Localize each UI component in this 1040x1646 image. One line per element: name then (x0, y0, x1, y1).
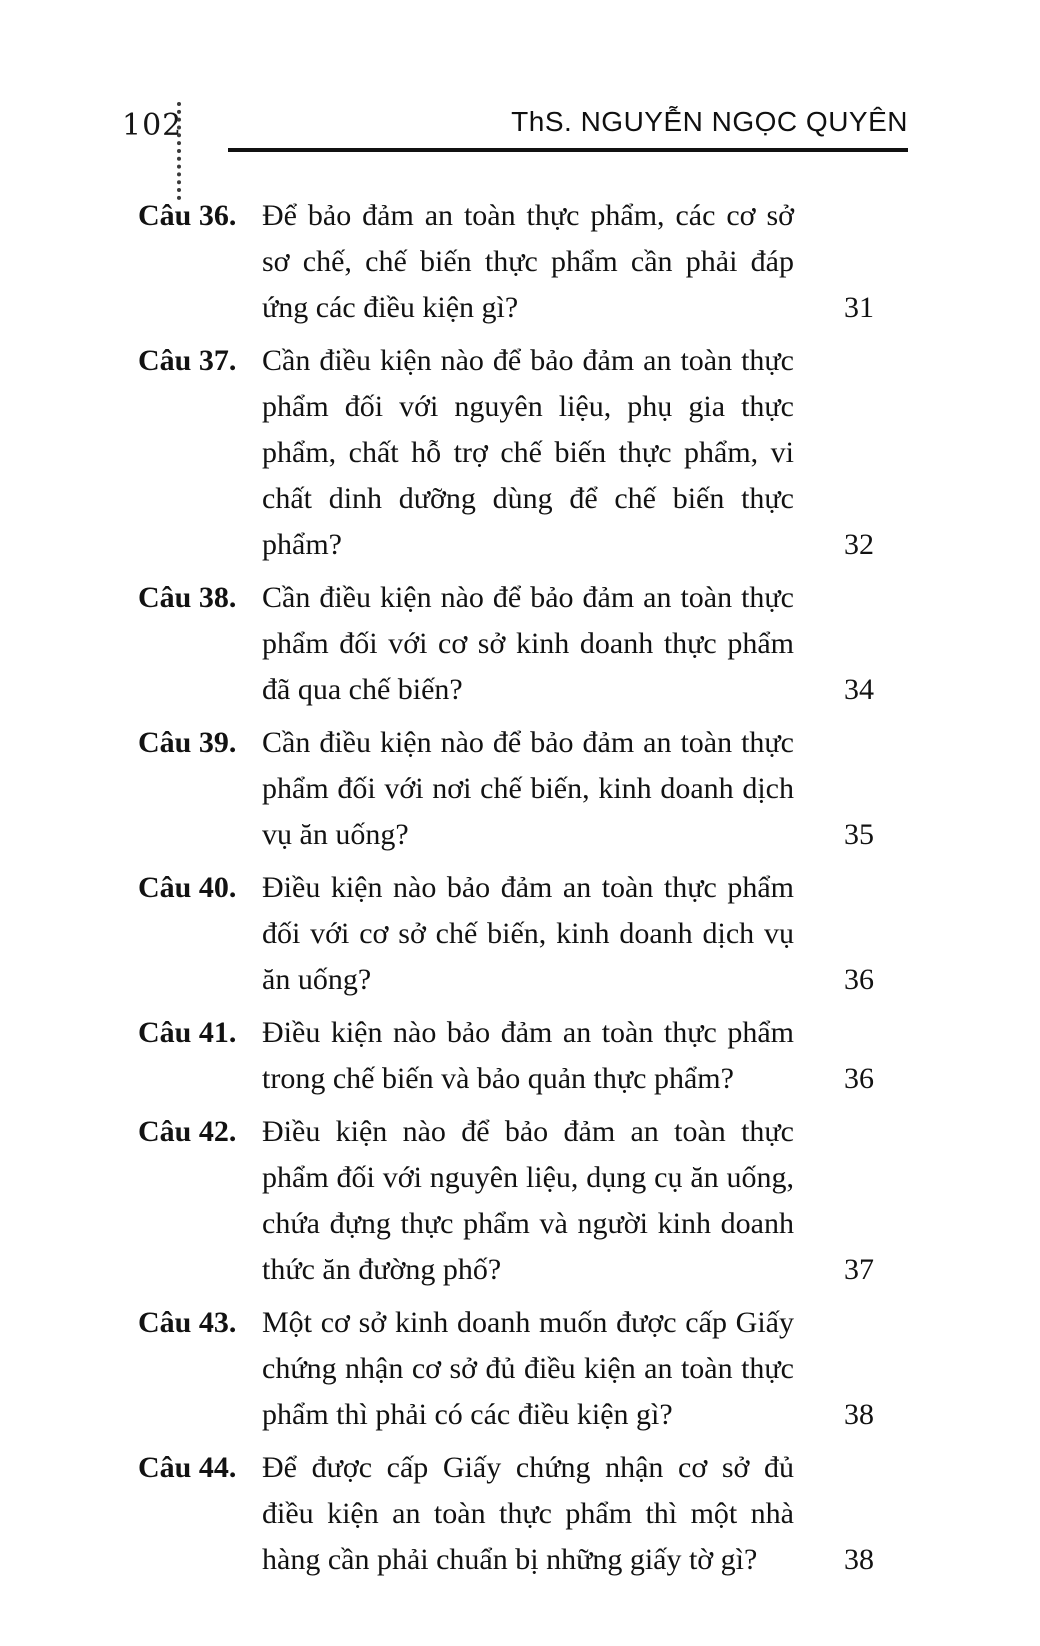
toc-entry-page: 36 (844, 1062, 874, 1095)
toc-entry (138, 1109, 874, 1293)
toc-entry-text: Điều kiện nào để bảo đảm an toàn thực phẩm đối với nguyên liệu, dụng cụ ăn uống, chứa đựng thực phẩm và người kinh doanh thức ăn đường phố? (262, 1115, 794, 1286)
toc-entry-text: Điều kiện nào bảo đảm an toàn thực phẩm trong chế biến và bảo quản thực phẩm? (262, 1016, 794, 1095)
toc-entry-text: Cần điều kiện nào để bảo đảm an toàn thực phẩm đối với nơi chế biến, kinh doanh dịch vụ ăn uống? (262, 726, 794, 851)
toc-entry-text: Để được cấp Giấy chứng nhận cơ sở đủ điều kiện an toàn thực phẩm thì một nhà hàng cần phải chuẩn bị những giấy tờ gì? (262, 1451, 794, 1576)
toc-entry (138, 1300, 874, 1438)
toc-entry-label: Câu 43. (138, 1306, 237, 1339)
toc-entry (138, 193, 874, 331)
toc-entry (138, 1445, 874, 1583)
toc-entry-label: Câu 44. (138, 1451, 237, 1484)
toc-entry (138, 865, 874, 1003)
toc-entry-text: Điều kiện nào bảo đảm an toàn thực phẩm đối với cơ sở chế biến, kinh doanh dịch vụ ăn uống? (262, 871, 794, 996)
toc-entry-page: 36 (844, 963, 874, 996)
toc-list (138, 193, 874, 1590)
toc-entry-page: 34 (844, 673, 874, 706)
toc-entry-page: 38 (844, 1543, 874, 1576)
toc-entry-label: Câu 36. (138, 199, 237, 232)
toc-entry-text: Cần điều kiện nào để bảo đảm an toàn thực phẩm đối với cơ sở kinh doanh thực phẩm đã qua chế biến? (262, 581, 794, 706)
running-head-author: ThS. NGUYỄN NGỌC QUYÊN (511, 106, 908, 137)
toc-entry-label: Câu 38. (138, 581, 237, 614)
toc-entry-text: Cần điều kiện nào để bảo đảm an toàn thực phẩm đối với nguyên liệu, phụ gia thực phẩm, chất hỗ trợ chế biến thực phẩm, vi chất dinh dưỡng dùng để chế biến thực phẩm? (262, 344, 794, 561)
toc-entry-page: 31 (844, 291, 874, 324)
toc-entry (138, 338, 874, 568)
folio-page-number: 102 (122, 108, 183, 143)
toc-entry (138, 575, 874, 713)
toc-entry-label: Câu 37. (138, 344, 237, 377)
toc-entry-text: Để bảo đảm an toàn thực phẩm, các cơ sở sơ chế, chế biến thực phẩm cần phải đáp ứng các điều kiện gì? (262, 199, 794, 324)
toc-entry-label: Câu 42. (138, 1115, 237, 1148)
toc-entry-page: 37 (844, 1253, 874, 1286)
toc-entry (138, 720, 874, 858)
toc-entry-label: Câu 39. (138, 726, 237, 759)
decorative-dotted-line (177, 102, 181, 200)
header-rule (228, 148, 908, 152)
toc-entry-text: Một cơ sở kinh doanh muốn được cấp Giấy chứng nhận cơ sở đủ điều kiện an toàn thực phẩm thì phải có các điều kiện gì? (262, 1306, 794, 1431)
toc-entry (138, 1010, 874, 1102)
toc-entry-page: 38 (844, 1398, 874, 1431)
toc-entry-label: Câu 41. (138, 1016, 237, 1049)
toc-entry-page: 35 (844, 818, 874, 851)
toc-entry-page: 32 (844, 528, 874, 561)
toc-entry-label: Câu 40. (138, 871, 237, 904)
